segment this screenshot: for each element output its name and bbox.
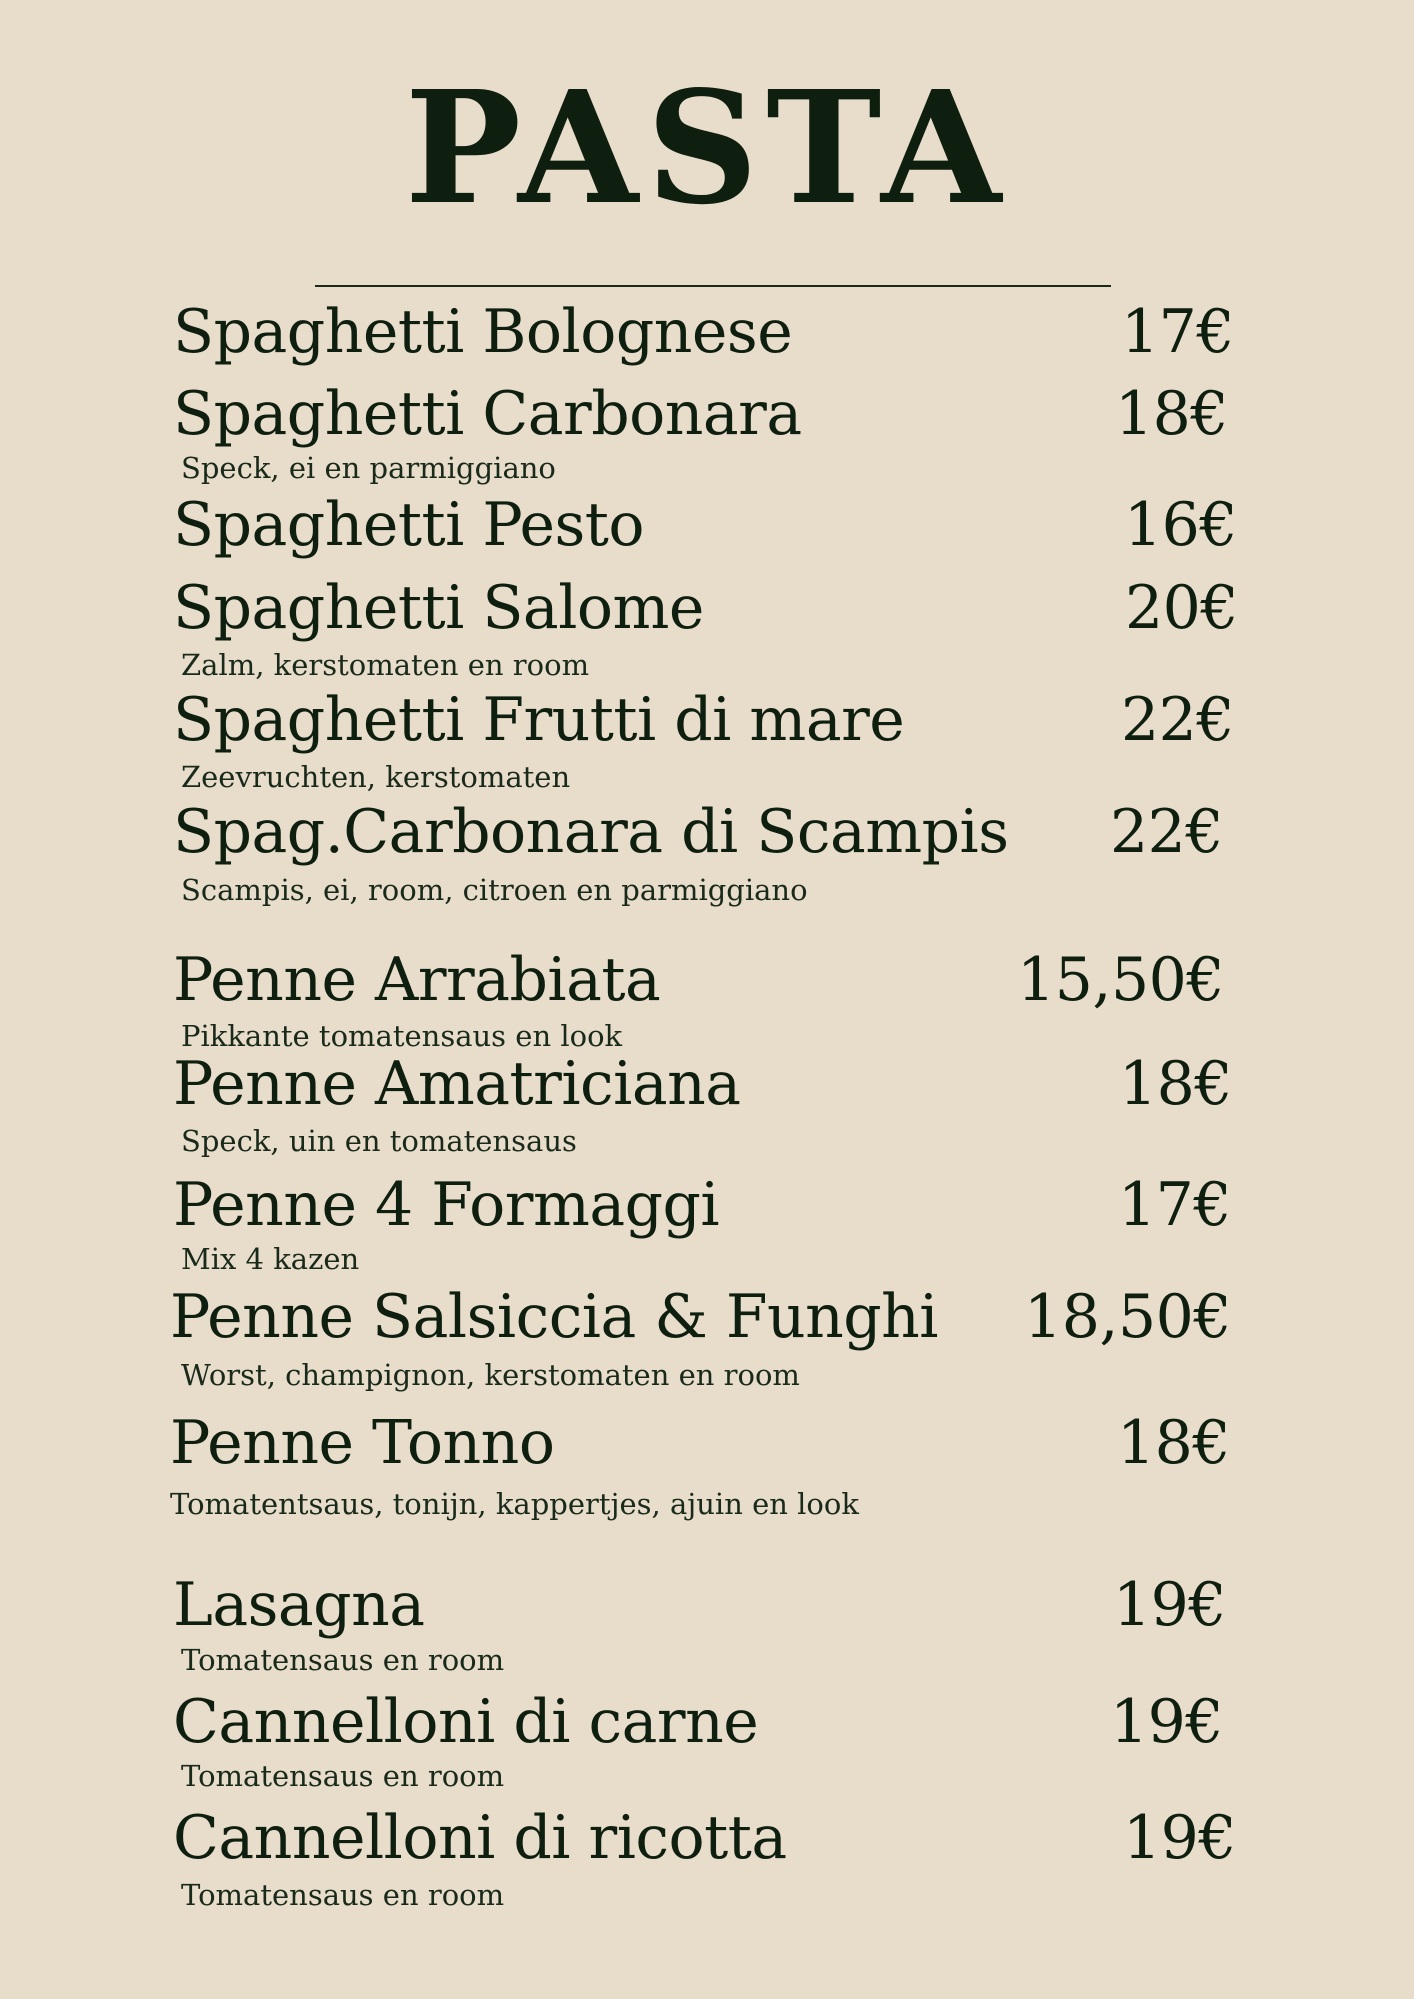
item-name: Spaghetti Frutti di mare: [173, 685, 905, 755]
item-description: Zalm, kerstomaten en room: [181, 648, 590, 682]
item-price: 19€: [1109, 1687, 1223, 1757]
item-name: Penne Salsiccia & Funghi: [170, 1282, 938, 1352]
item-description: Worst, champignon, kerstomaten en room: [181, 1358, 800, 1392]
item-description: Speck, uin en tomatensaus: [181, 1124, 577, 1158]
item-price: 17€: [1117, 1170, 1231, 1240]
item-description: Tomatensaus en room: [181, 1759, 505, 1793]
item-price: 18,50€: [1024, 1282, 1231, 1352]
item-description: Scampis, ei, room, citroen en parmiggiano: [181, 873, 808, 907]
item-price: 20€: [1124, 573, 1238, 643]
item-price: 19€: [1122, 1803, 1236, 1873]
item-name: Spaghetti Pesto: [173, 490, 645, 560]
item-name: Penne Amatriciana: [173, 1049, 741, 1119]
item-description: Tomatensaus en room: [181, 1643, 505, 1677]
item-name: Penne 4 Formaggi: [173, 1170, 720, 1240]
item-price: 16€: [1123, 490, 1237, 560]
item-description: Tomatensaus en room: [181, 1878, 505, 1912]
item-price: 22€: [1109, 797, 1223, 867]
item-description: Tomatentsaus, tonijn, kappertjes, ajuin en look: [170, 1487, 859, 1521]
title-divider: [315, 285, 1111, 287]
item-price: 19€: [1112, 1570, 1226, 1640]
item-price: 15,50€: [1017, 945, 1224, 1015]
item-name: Cannelloni di ricotta: [173, 1803, 787, 1873]
item-price: 18€: [1116, 1408, 1230, 1478]
item-price: 18€: [1114, 379, 1228, 449]
item-name: Spaghetti Carbonara: [173, 379, 802, 449]
item-description: Speck, ei en parmiggiano: [181, 451, 556, 485]
item-description: Zeevruchten, kerstomaten: [181, 760, 571, 794]
item-price: 18€: [1118, 1049, 1232, 1119]
item-name: Spag.Carbonara di Scampis: [173, 797, 1009, 867]
item-price: 17€: [1120, 297, 1234, 367]
item-name: Cannelloni di carne: [173, 1687, 759, 1757]
item-name: Penne Tonno: [170, 1408, 555, 1478]
item-name: Lasagna: [173, 1570, 425, 1640]
menu-title: PASTA: [404, 56, 1010, 239]
item-name: Spaghetti Bolognese: [173, 297, 793, 367]
item-price: 22€: [1120, 685, 1234, 755]
item-name: Spaghetti Salome: [173, 573, 704, 643]
item-name: Penne Arrabiata: [173, 945, 661, 1015]
item-description: Pikkante tomatensaus en look: [181, 1019, 623, 1053]
item-description: Mix 4 kazen: [181, 1242, 360, 1276]
